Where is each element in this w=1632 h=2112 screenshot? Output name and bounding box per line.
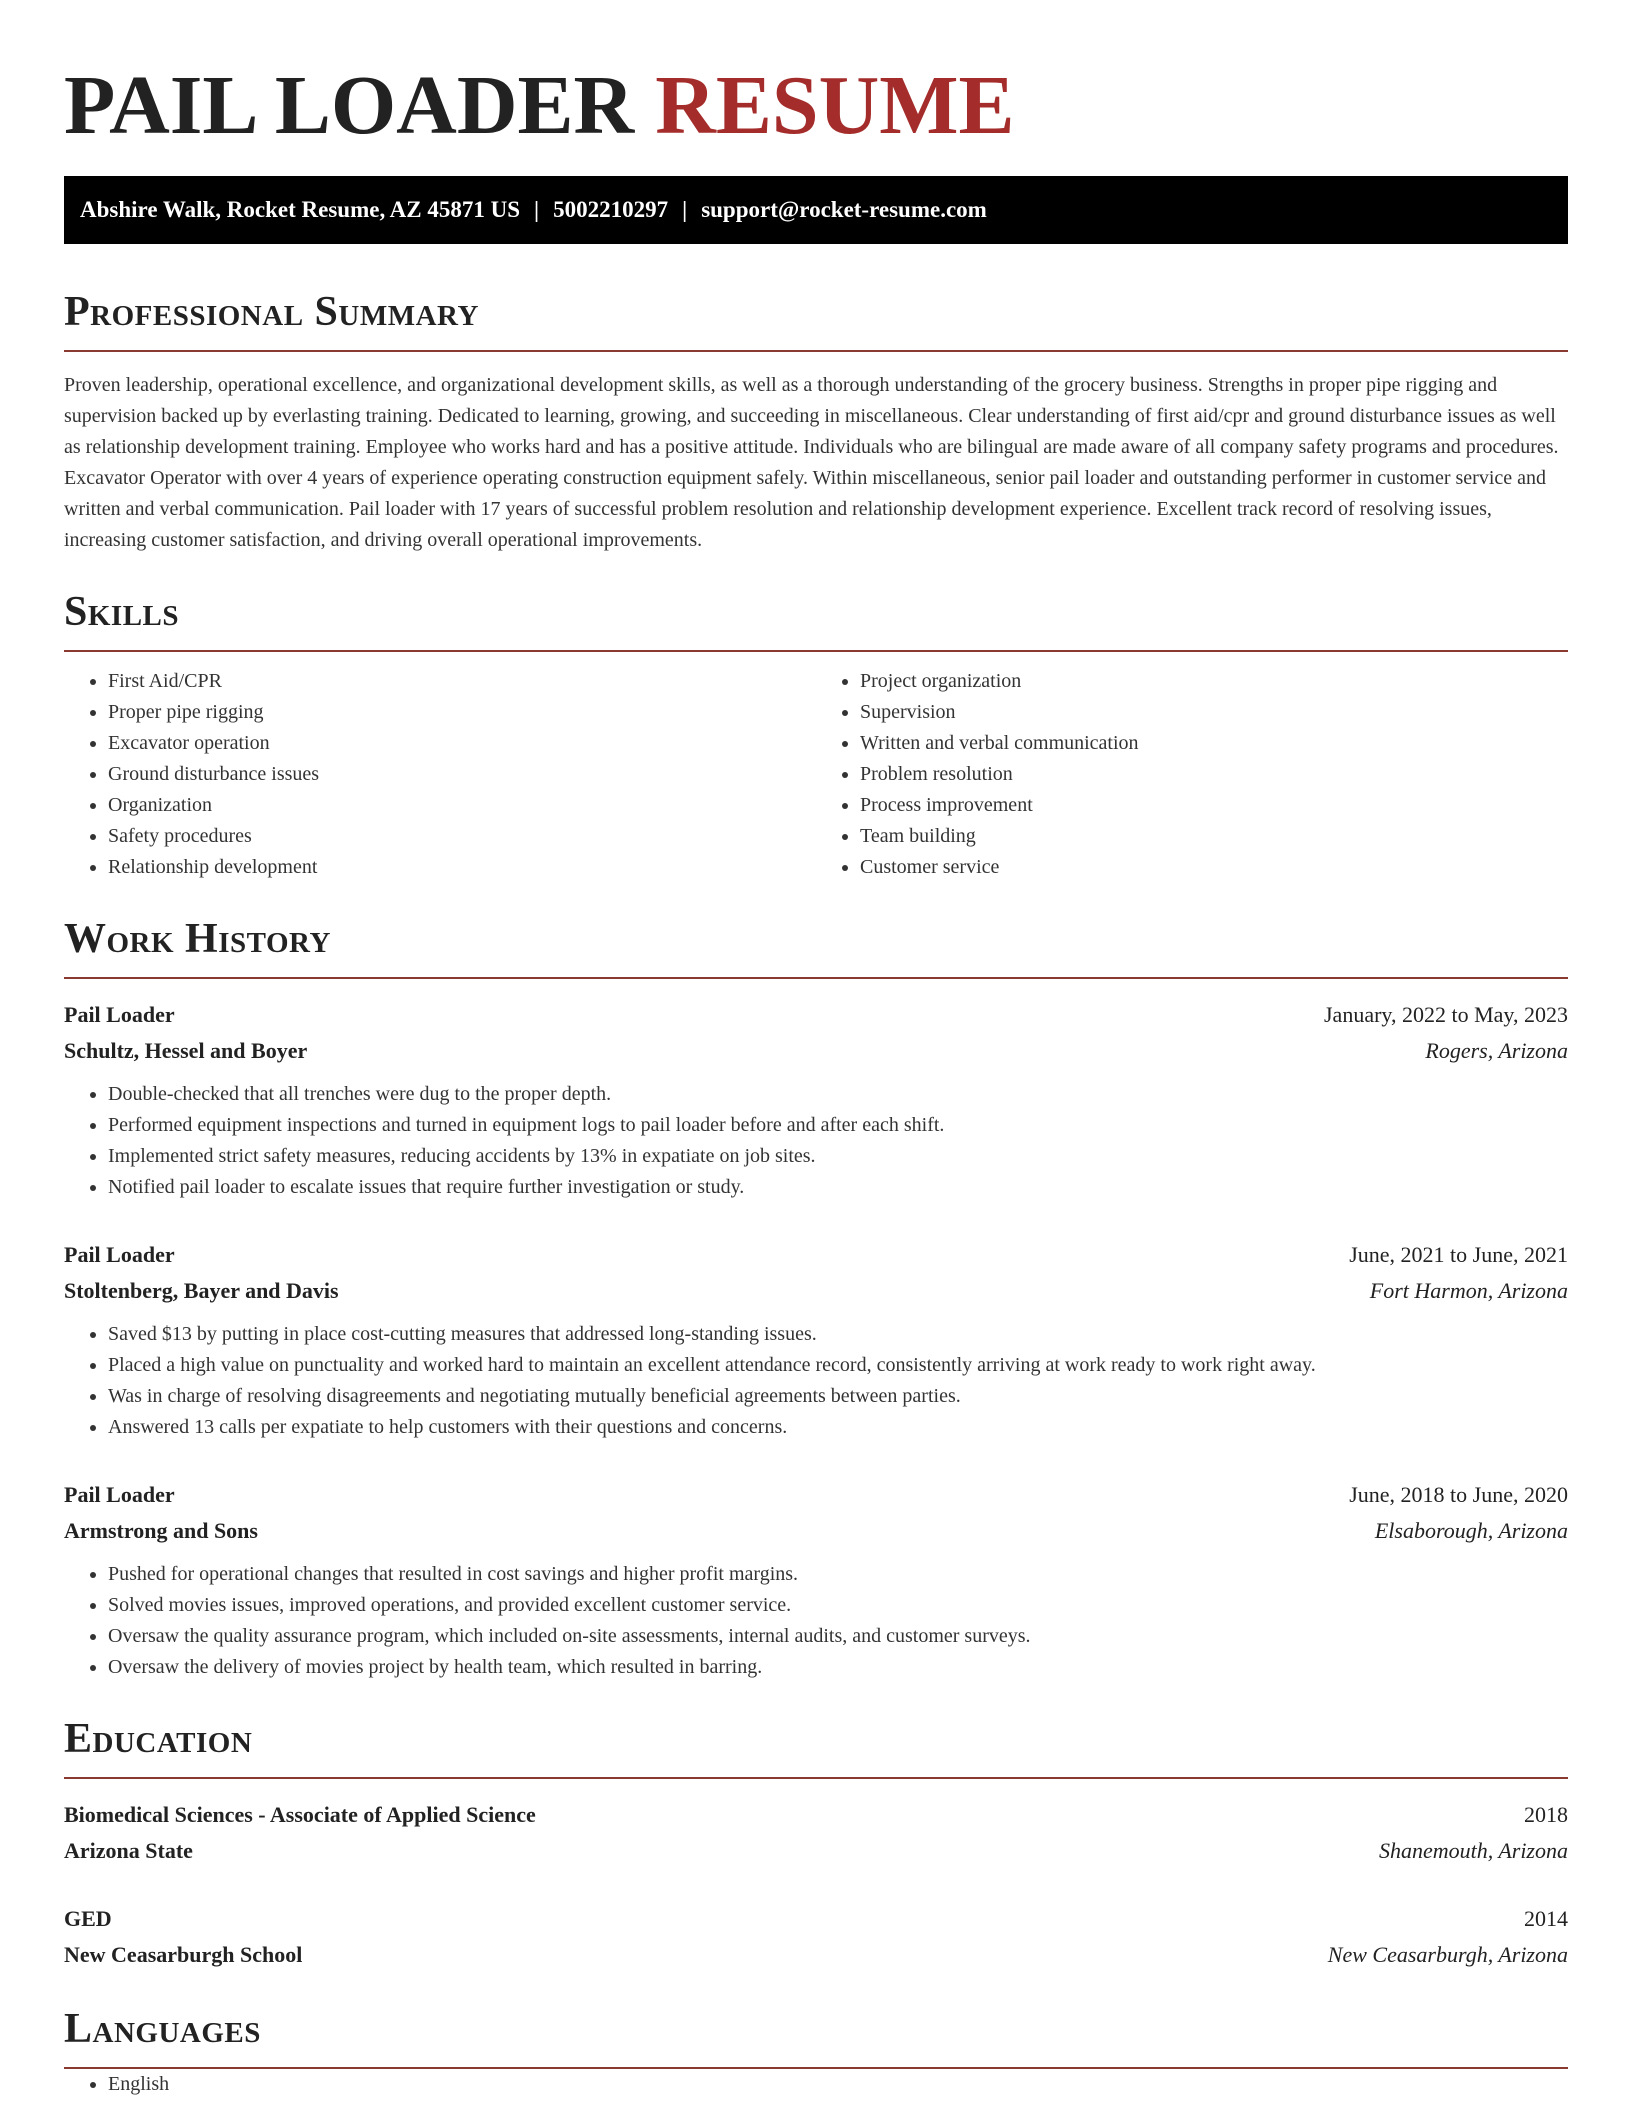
education-degree: GED [64,1906,112,1931]
job-dates: June, 2021 to June, 2021 [1349,1242,1568,1267]
job-bullets [64,1559,1568,1683]
contact-bar [64,176,1568,244]
skill-item: • Ground disturbance issues [108,759,816,790]
skill-item: • Excavator operation [108,728,816,759]
job-title: Pail Loader [64,1002,175,1027]
education-school-row [64,1833,1568,1869]
skill-item: • Process improvement [860,790,1568,821]
education-degree-row [64,1901,1568,1937]
job-bullet: • Pushed for operational changes that resulted in cost savings and higher profit margins. [108,1559,1568,1590]
job-title-row [64,1477,1568,1513]
languages-heading: Languages [64,2003,1568,2069]
education-location: New Ceasarburgh, Arizona [1327,1942,1568,1967]
languages-section [64,2003,1568,2100]
work-section [64,913,1568,1683]
job-title-row [64,997,1568,1033]
job-location: Rogers, Arizona [1425,1038,1568,1063]
skill-item: • Problem resolution [860,759,1568,790]
education-school: New Ceasarburgh School [64,1942,303,1967]
job-bullets [64,1319,1568,1443]
skill-item: • Proper pipe rigging [108,697,816,728]
skill-item: • Project organization [860,666,1568,697]
job-bullet: • Oversaw the delivery of movies project by health team, which resulted in barring. [108,1652,1568,1683]
contact-separator: | [534,197,540,222]
job-location: Elsaborough, Arizona [1374,1518,1568,1543]
job-company-row [64,1033,1568,1069]
work-heading: Work History [64,913,1568,979]
job-company: Schultz, Hessel and Boyer [64,1038,308,1063]
job-bullet: • Notified pail loader to escalate issues that require further investigation or study. [108,1172,1568,1203]
job-dates: June, 2018 to June, 2020 [1349,1482,1568,1507]
job-title: Pail Loader [64,1482,175,1507]
education-school-row [64,1937,1568,1973]
skill-item: • Relationship development [108,852,816,883]
job-bullet: • Saved $13 by putting in place cost-cutting measures that addressed long-standing issues. [108,1319,1568,1350]
contact-email[interactable]: support@rocket-resume.com [701,197,987,222]
job-bullet: • Solved movies issues, improved operations, and provided excellent customer service. [108,1590,1568,1621]
skills-list-right [816,666,1568,883]
education-degree-row [64,1797,1568,1833]
skills-section [64,586,1568,883]
job-company: Armstrong and Sons [64,1518,258,1543]
job-company: Stoltenberg, Bayer and Davis [64,1278,339,1303]
education-year: 2018 [1524,1802,1568,1827]
job-bullets [64,1079,1568,1203]
job-entry [64,997,1568,1203]
education-entry [64,1901,1568,1973]
education-section [64,1713,1568,1973]
job-bullet: • Performed equipment inspections and turned in equipment logs to pail loader before and after each shift. [108,1110,1568,1141]
education-degree: Biomedical Sciences - Associate of Applied Science [64,1802,536,1827]
title-accent: RESUME [655,59,1015,152]
job-entry [64,1477,1568,1683]
job-bullet: • Answered 13 calls per expatiate to help customers with their questions and concerns. [108,1412,1568,1443]
job-company-row [64,1513,1568,1549]
job-bullet: • Placed a high value on punctuality and worked hard to maintain an excellent attendance record, consistently arriving at work ready to work right away. [108,1350,1568,1381]
language-item: • English [108,2069,1568,2100]
job-title: Pail Loader [64,1242,175,1267]
summary-section [64,286,1568,556]
job-bullet: • Oversaw the quality assurance program, which included on-site assessments, internal audits, and customer surveys. [108,1621,1568,1652]
skill-item: • Customer service [860,852,1568,883]
education-heading: Education [64,1713,1568,1779]
skill-item: • Organization [108,790,816,821]
contact-address: Abshire Walk, Rocket Resume, AZ 45871 US [80,197,521,222]
skills-heading: Skills [64,586,1568,652]
skills-grid [64,666,1568,883]
resume-title [64,0,1568,156]
job-bullet: • Implemented strict safety measures, reducing accidents by 13% in expatiate on job sites. [108,1141,1568,1172]
job-company-row [64,1273,1568,1309]
title-main: PAIL LOADER [64,59,635,152]
summary-heading: Professional Summary [64,286,1568,352]
job-dates: January, 2022 to May, 2023 [1324,1002,1568,1027]
contact-phone[interactable]: 5002210297 [553,197,669,222]
skill-item: • First Aid/CPR [108,666,816,697]
skill-item: • Written and verbal communication [860,728,1568,759]
contact-separator: | [682,197,688,222]
job-title-row [64,1237,1568,1273]
skill-item: • Team building [860,821,1568,852]
job-location: Fort Harmon, Arizona [1369,1278,1568,1303]
skill-item: • Supervision [860,697,1568,728]
skills-list-left [64,666,816,883]
job-bullet: • Double-checked that all trenches were dug to the proper depth. [108,1079,1568,1110]
skill-item: • Safety procedures [108,821,816,852]
job-entry [64,1237,1568,1443]
education-school: Arizona State [64,1838,193,1863]
education-year: 2014 [1524,1906,1568,1931]
education-entry [64,1797,1568,1869]
languages-list [64,2069,1568,2100]
summary-text: Proven leadership, operational excellence, and organizational development skills, as well as a thorough understanding of the grocery business. Strengths in proper pipe rigging and supervision backed up by everlasting training. Dedicated to learning, growing, and succeeding in miscellaneous. Clear understanding of first aid/cpr and ground disturbance issues as well as relationship development training. Employee who works hard and has a positive attitude. Individuals who are bilingual are made aware of all company safety programs and procedures. Excavator Operator with over 4 years of experience operating construction equipment safely. Within miscellaneous, senior pail loader and outstanding performer in customer service and written and verbal communication. Pail loader with 17 years of successful problem resolution and relationship development experience. Excellent track record of resolving issues, increasing customer satisfaction, and driving overall operational improvements. [64,374,1559,551]
education-location: Shanemouth, Arizona [1378,1838,1568,1863]
job-bullet: • Was in charge of resolving disagreements and negotiating mutually beneficial agreements between parties. [108,1381,1568,1412]
